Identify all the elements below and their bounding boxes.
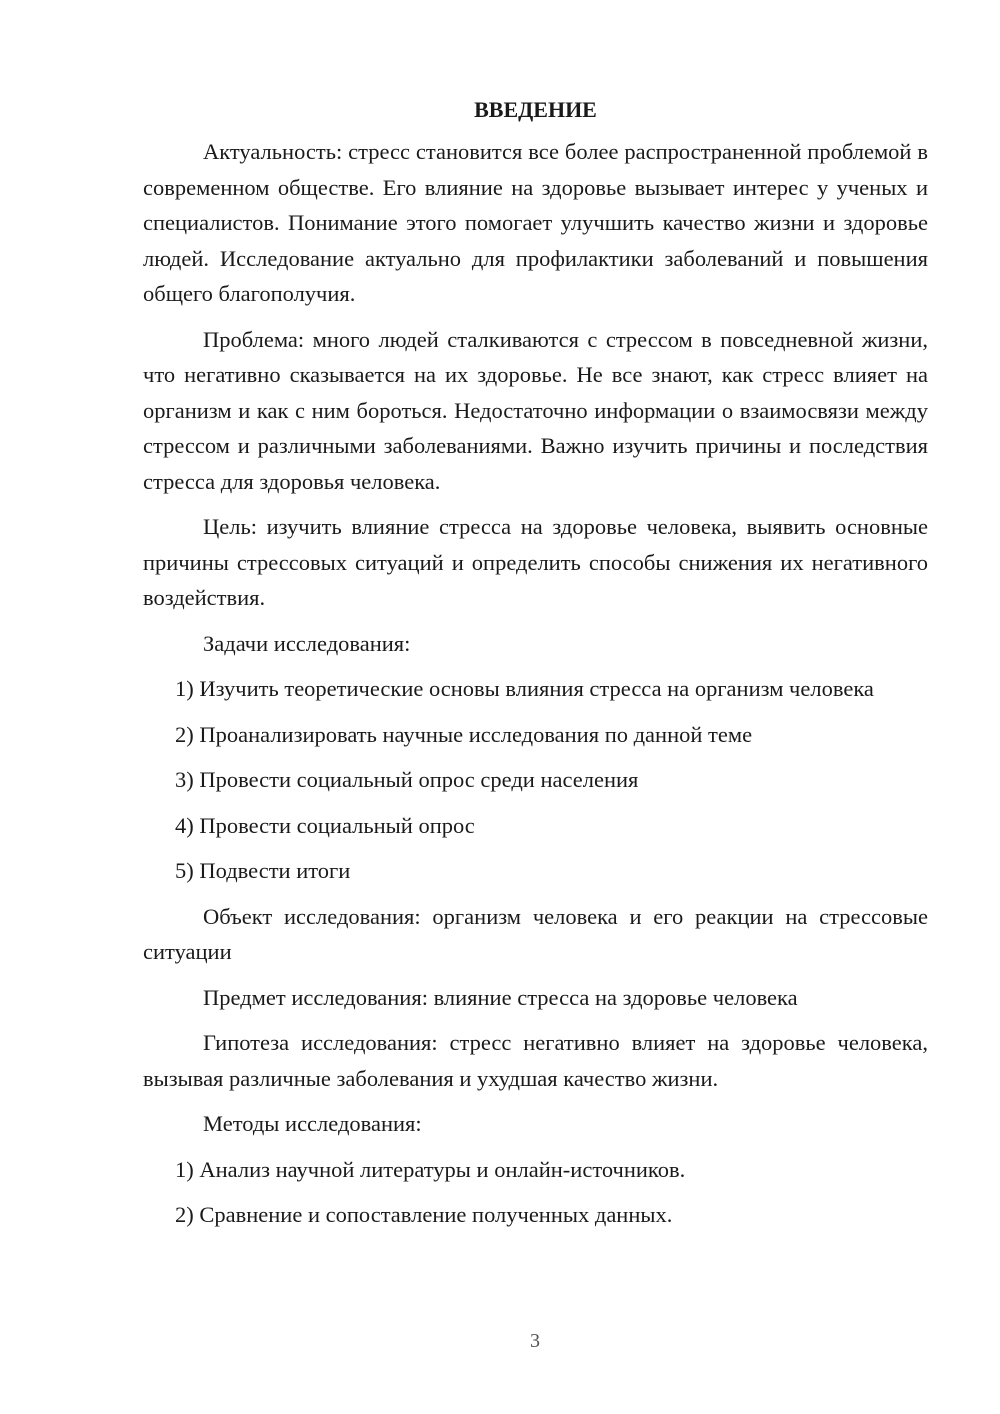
method-item-1: 1) Анализ научной литературы и онлайн-источников.: [175, 1156, 686, 1182]
subject-paragraph: Предмет исследования: влияние стресса на здоровье человека: [203, 984, 798, 1010]
relevance-paragraph: Актуальность: стресс становится все более распространенной проблемой в современном обществе. Его влияние на здоровье вызывает интерес у ученых и специалистов. Понимание этого помогает улучшить качество жизни и здоровье людей. Исследование актуально для профилактики заболеваний и повышения общего благополучия.: [143, 139, 928, 306]
goal-paragraph: Цель: изучить влияние стресса на здоровье человека, выявить основные причины стрессовых ситуаций и определить способы снижения их негативного воздействия.: [143, 514, 928, 610]
page-title: ВВЕДЕНИЕ: [474, 97, 597, 122]
task-item-3: 3) Провести социальный опрос среди населения: [175, 767, 639, 792]
object-paragraph: Объект исследования: организм человека и его реакции на стрессовые ситуации: [143, 903, 928, 964]
document-page: [143, 92, 928, 1243]
tasks-heading: Задачи исследования:: [203, 630, 411, 656]
task-item-1: 1) Изучить теоретические основы влияния стресса на организм человека: [175, 676, 874, 701]
task-item-4: 4) Провести социальный опрос: [175, 812, 475, 838]
page-number: 3: [530, 1330, 540, 1352]
methods-heading: Методы исследования:: [203, 1111, 422, 1136]
task-item-5: 5) Подвести итоги: [175, 858, 351, 883]
hypothesis-paragraph: Гипотеза исследования: стресс негативно влияет на здоровье человека, вызывая различные заболевания и ухудшая качество жизни.: [143, 1030, 928, 1091]
task-item-2: 2) Проанализировать научные исследования по данной теме: [175, 721, 753, 747]
problem-paragraph: Проблема: много людей сталкиваются с стрессом в повседневной жизни, что негативно сказывается на их здоровье. Не все знают, как стресс влияет на организм и как с ним бороться. Недостаточно информации о взаимосвязи между стрессом и различными заболеваниями. Важно изучить причины и последствия стресса для здоровья человека.: [143, 326, 928, 494]
method-item-2: 2) Сравнение и сопоставление полученных данных.: [175, 1202, 673, 1227]
